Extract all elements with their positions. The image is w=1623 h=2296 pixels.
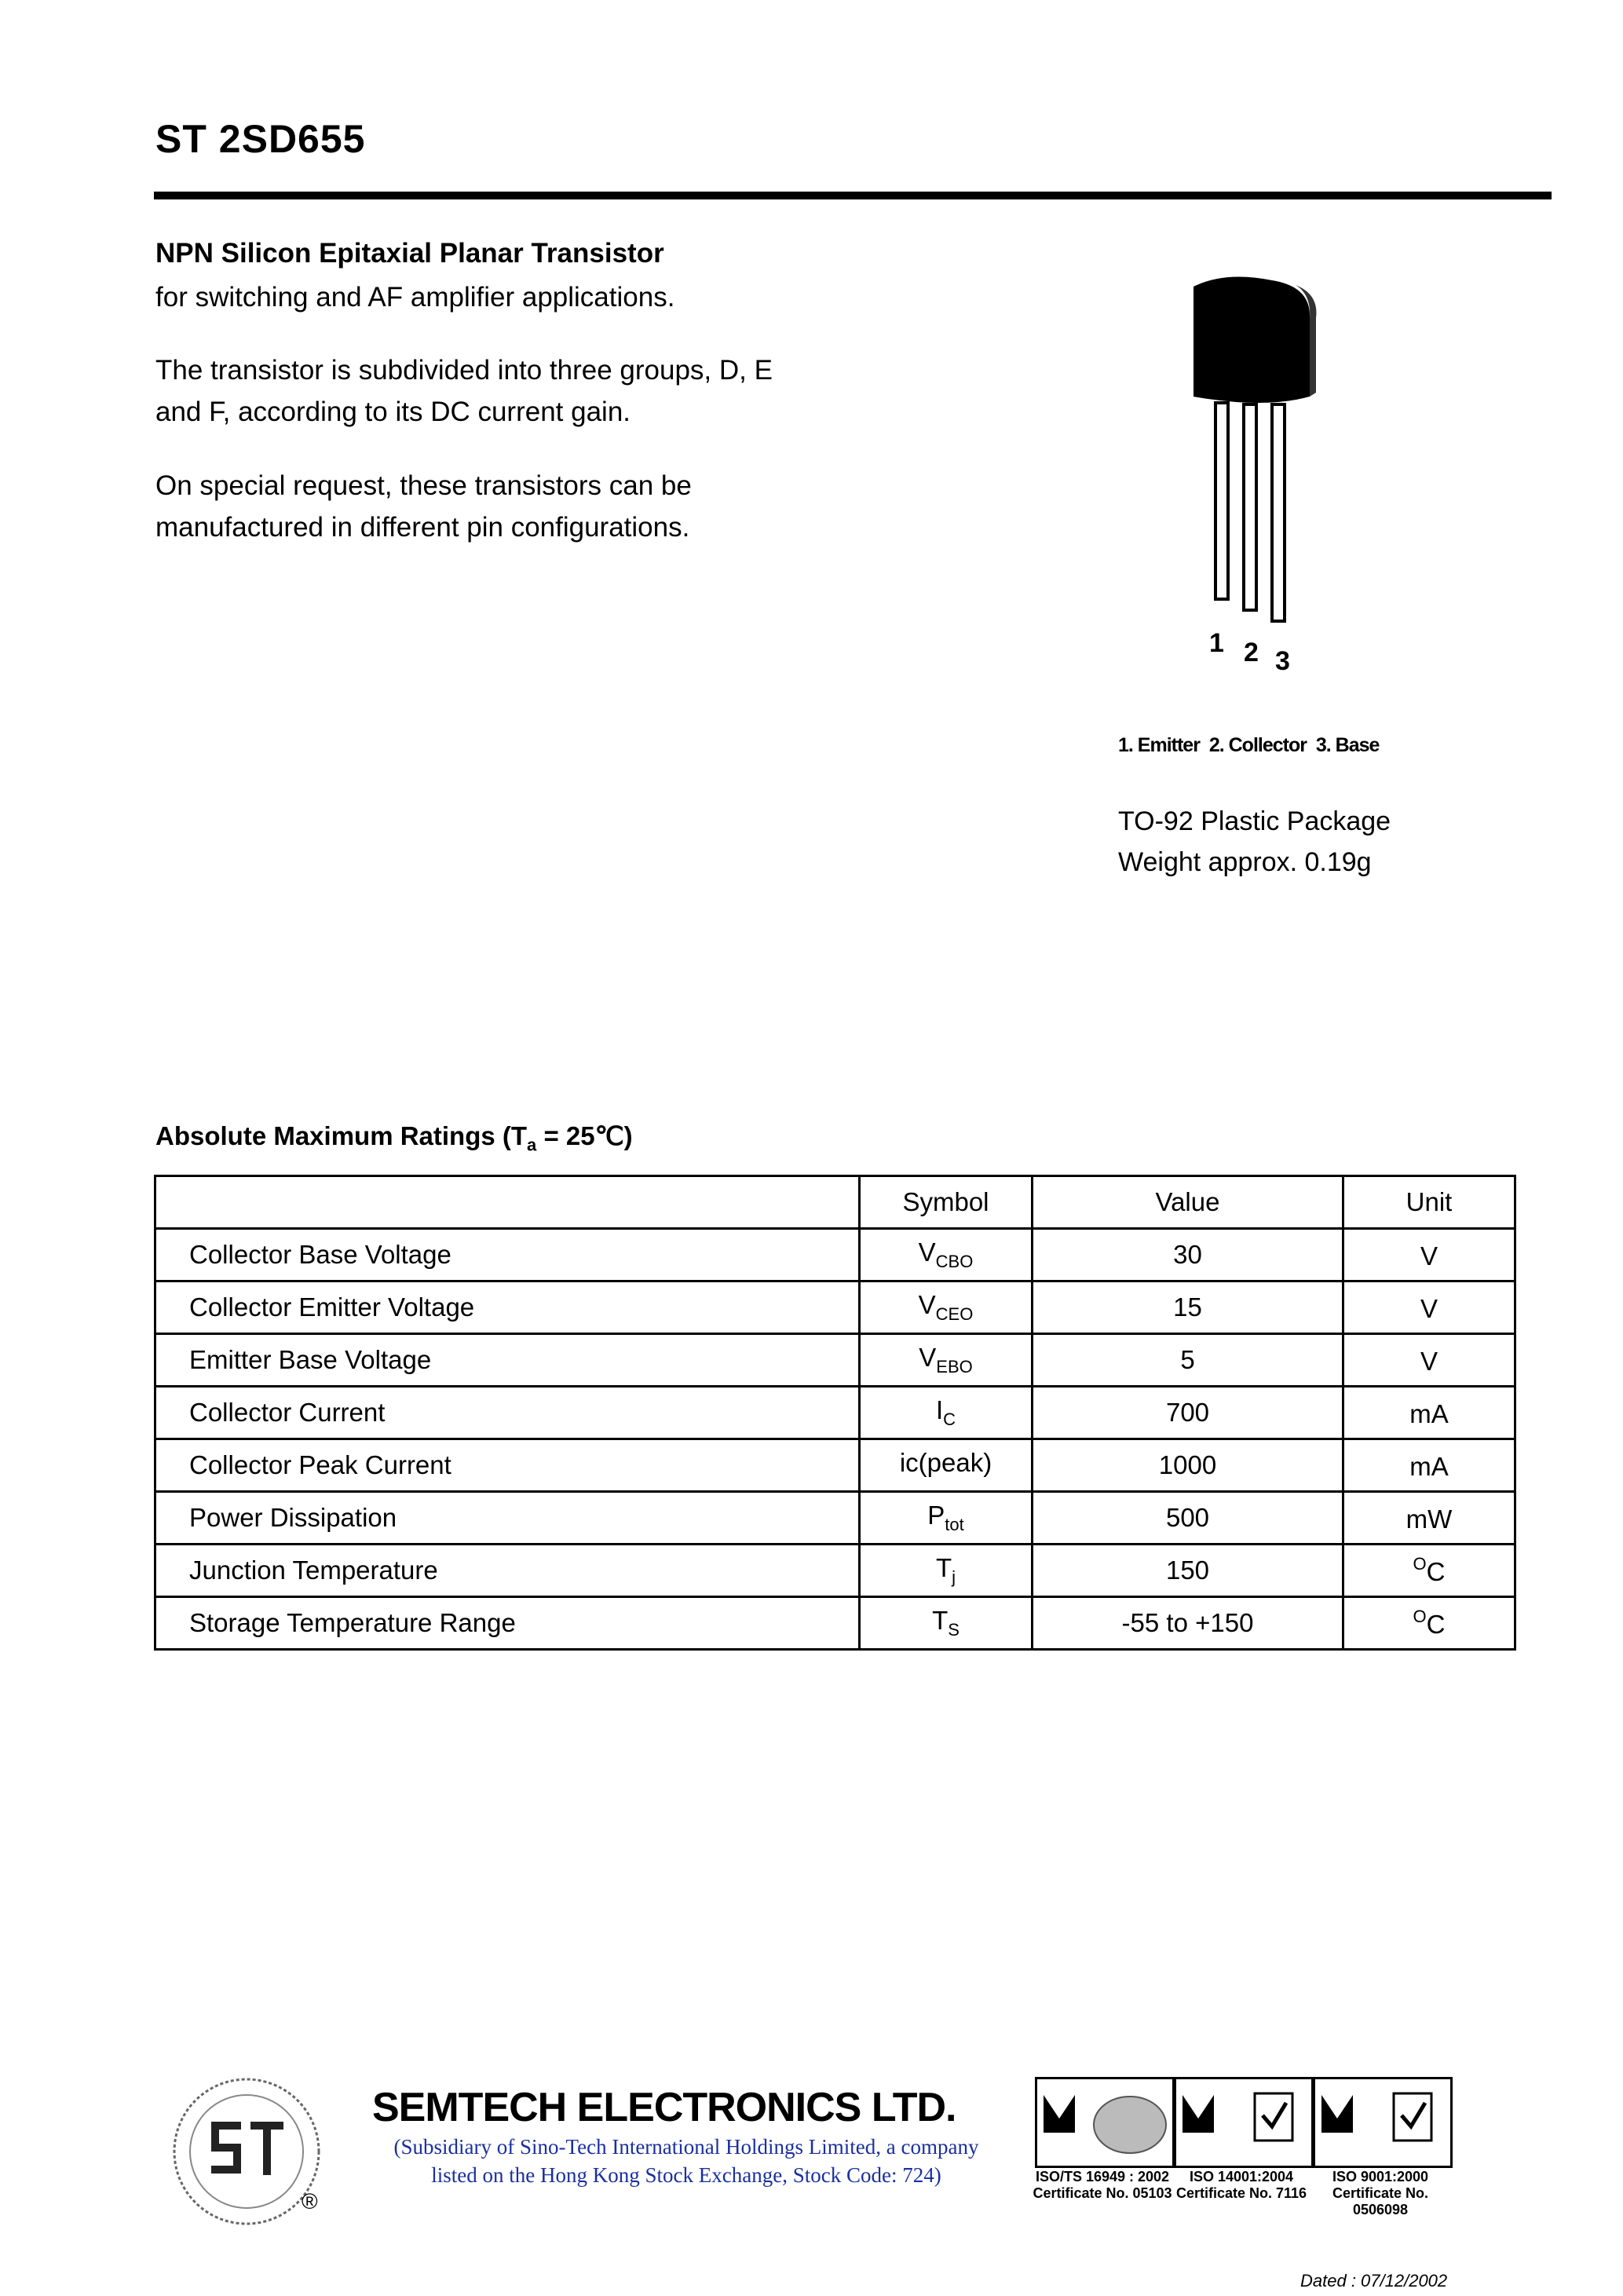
row-parameter: Junction Temperature (155, 1545, 860, 1597)
row-unit (1343, 1387, 1515, 1439)
cert-standard: ISO/TS 16949 : 2002 (1035, 2169, 1170, 2184)
table-row (155, 1439, 1515, 1492)
symbol-main: V (919, 1343, 937, 1372)
symbol-sub: C (943, 1409, 956, 1429)
dated-stamp: Dated : 07/12/2002 (1300, 2271, 1448, 2291)
symbol-main: V (918, 1290, 936, 1319)
unit-sup: O (1413, 1607, 1427, 1626)
ratings-table (154, 1175, 1516, 1651)
moody-logo-icon (1176, 2079, 1311, 2166)
pin-config-line-2: manufactured in different pin configurations. (155, 512, 690, 543)
application-line: for switching and AF amplifier applications. (155, 282, 675, 313)
row-value: -55 to +150 (1033, 1597, 1343, 1650)
ratings-title-suffix: = 25℃) (536, 1121, 633, 1150)
cert-standard: ISO 9001:2000 (1332, 2169, 1429, 2184)
table-row (155, 1281, 1515, 1334)
header-symbol: Symbol (860, 1176, 1033, 1229)
row-unit (1343, 1597, 1515, 1650)
package-name: TO-92 Plastic Package (1118, 806, 1391, 836)
cert-caption (1310, 2169, 1451, 2218)
ratings-title-sub: a (527, 1135, 537, 1155)
row-unit (1343, 1229, 1515, 1281)
subsidiary-line-1: (Subsidiary of Sino-Tech International Holdings Limited, a company (393, 2135, 979, 2159)
ratings-title (155, 1121, 633, 1156)
row-value: 15 (1033, 1281, 1343, 1334)
row-symbol (860, 1545, 1033, 1597)
unit-main: mA (1409, 1399, 1449, 1428)
row-parameter: Storage Temperature Range (155, 1597, 860, 1650)
symbol-main: ic(peak) (899, 1448, 992, 1477)
cert-number: Certificate No. 0506098 (1332, 2185, 1429, 2217)
symbol-main: T (932, 1606, 949, 1635)
row-value: 150 (1033, 1545, 1343, 1597)
symbol-main: P (927, 1501, 945, 1530)
table-row (155, 1597, 1515, 1650)
table-row (155, 1545, 1515, 1597)
table-row (155, 1334, 1515, 1387)
unit-main: C (1426, 1610, 1446, 1639)
company-name: SEMTECH ELECTRONICS LTD. (372, 2085, 956, 2130)
row-symbol (860, 1492, 1033, 1545)
page-title: ST 2SD655 (155, 117, 366, 161)
row-value: 700 (1033, 1387, 1343, 1439)
subsidiary-note (372, 2133, 1000, 2189)
package-weight: Weight approx. 0.19g (1118, 847, 1372, 877)
row-parameter: Collector Peak Current (155, 1439, 860, 1492)
ratings-title-text: Absolute Maximum Ratings (T (155, 1121, 528, 1150)
cert-caption (1032, 2169, 1173, 2202)
header-parameter (155, 1176, 860, 1229)
pin-1-label: 1 (1209, 628, 1224, 658)
pin-config-paragraph (155, 465, 862, 548)
unit-main: V (1420, 1241, 1438, 1270)
row-value: 500 (1033, 1492, 1343, 1545)
groups-paragraph (155, 349, 862, 433)
moody-logo-icon (1315, 2079, 1450, 2166)
header-value: Value (1033, 1176, 1343, 1229)
row-symbol (860, 1439, 1033, 1492)
symbol-sub: S (948, 1620, 960, 1640)
subsidiary-line-2: listed on the Hong Kong Stock Exchange, Stock Code: 724) (431, 2163, 941, 2187)
unit-main: mW (1406, 1504, 1453, 1534)
symbol-main: I (935, 1395, 944, 1424)
symbol-sub: CEO (935, 1304, 974, 1324)
table-row (155, 1492, 1515, 1545)
cert-caption (1171, 2169, 1312, 2202)
row-parameter: Power Dissipation (155, 1492, 860, 1545)
moody-iso-ts-cert-badge (1035, 2077, 1175, 2168)
pin-3-label: 3 (1275, 646, 1290, 676)
product-subtitle: NPN Silicon Epitaxial Planar Transistor (155, 238, 664, 269)
symbol-main: T (935, 1553, 952, 1582)
unit-main: V (1420, 1294, 1438, 1323)
table-row (155, 1229, 1515, 1281)
moody-iso-14001-cert-badge (1174, 2077, 1314, 2168)
cert-standard: ISO 14001:2004 (1189, 2169, 1294, 2184)
table-row (155, 1387, 1515, 1439)
row-unit (1343, 1281, 1515, 1334)
unit-sup: O (1413, 1554, 1427, 1574)
package-info (1118, 801, 1391, 883)
symbol-sub: CBO (935, 1252, 974, 1271)
row-unit (1343, 1492, 1515, 1545)
pin-2-label: 2 (1244, 638, 1259, 667)
groups-line-1: The transistor is subdivided into three groups, D, E (155, 355, 773, 386)
row-value: 1000 (1033, 1439, 1343, 1492)
header-unit: Unit (1343, 1176, 1515, 1229)
row-parameter: Collector Current (155, 1387, 860, 1439)
symbol-main: V (918, 1238, 936, 1267)
unit-main: mA (1409, 1452, 1449, 1481)
unit-main: C (1426, 1557, 1446, 1586)
row-value: 5 (1033, 1334, 1343, 1387)
symbol-sub: tot (945, 1515, 964, 1534)
row-parameter: Emitter Base Voltage (155, 1334, 860, 1387)
pin-config-line-1: On special request, these transistors can be (155, 470, 692, 501)
groups-line-2: and F, according to its DC current gain. (155, 397, 631, 427)
row-value: 30 (1033, 1229, 1343, 1281)
header-rule (154, 192, 1552, 199)
row-symbol (860, 1281, 1033, 1334)
cert-number: Certificate No. 05103 (1033, 2185, 1172, 2201)
to92-package-illustration (1178, 271, 1366, 679)
table-header-row (155, 1176, 1515, 1229)
row-parameter: Collector Emitter Voltage (155, 1281, 860, 1334)
symbol-sub: j (952, 1567, 956, 1587)
moody-iso-9001-cert-badge (1313, 2077, 1453, 2168)
moody-logo-icon (1037, 2079, 1172, 2166)
row-unit (1343, 1545, 1515, 1597)
row-symbol (860, 1597, 1033, 1650)
row-parameter: Collector Base Voltage (155, 1229, 860, 1281)
row-unit (1343, 1439, 1515, 1492)
row-symbol (860, 1387, 1033, 1439)
registered-mark: ® (302, 2189, 318, 2214)
cert-number: Certificate No. 7116 (1175, 2185, 1307, 2201)
row-unit (1343, 1334, 1515, 1387)
row-symbol (860, 1334, 1033, 1387)
symbol-sub: EBO (936, 1357, 973, 1377)
pin-legend: 1. Emitter 2. Collector 3. Base (1118, 734, 1380, 756)
unit-main: V (1420, 1347, 1438, 1376)
row-symbol (860, 1229, 1033, 1281)
